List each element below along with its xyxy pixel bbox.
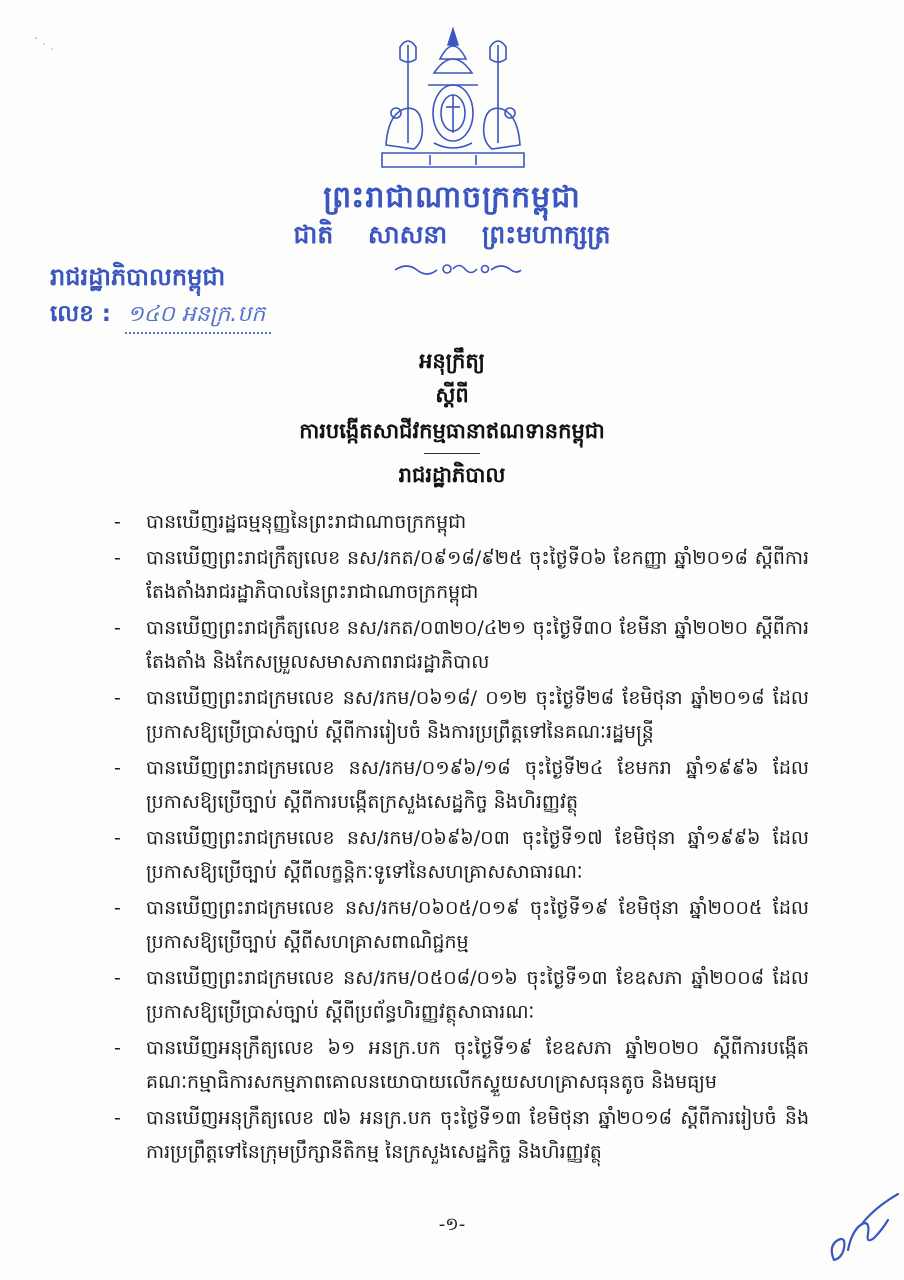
list-item-text: បានឃើញអនុក្រឹត្យលេខ ៦១ អនក្រ.បក ចុះថ្ងៃទី១៩ ខែឧសភា ឆ្នាំ២០២០ ស្តីពីការបង្កើតគណៈកម្មាធិការសកម្មភាពគោលនយោបាយលើកស្ទួយសហគ្រាសធុនតូច និងមធ្យម: [146, 1037, 809, 1093]
about-label: ស្តីពី: [435, 383, 469, 407]
document-number-label: លេខ :: [50, 301, 112, 327]
decree-title: អនុក្រឹត្យ: [419, 349, 485, 373]
list-item: [0, 611, 904, 679]
handwritten-signature: [822, 1190, 902, 1270]
divider-ornament: [393, 258, 523, 280]
list-item-text: បានឃើញព្រះរាជក្រមលេខ នស/រកម/០៦៩៦/០៣ ចុះថ្ងៃទី១៧ ខែមិថុនា ឆ្នាំ១៩៩៦ ដែលប្រកាសឱ្យប្រើច្បាប់ ស្តីពីលក្ខន្តិកៈទូទៅនៃសហគ្រាសសាធារណៈ: [146, 827, 809, 883]
kingdom-title: ព្រះរាជាណាចក្រកម្ពុជា: [323, 180, 581, 215]
list-dash: -: [114, 1037, 121, 1059]
issuer-heading: រាជរដ្ឋាភិបាល: [398, 463, 506, 487]
list-item-text: បានឃើញព្រះរាជក្រមលេខ នស/រកម/០៥០៨/០១៦ ចុះថ្ងៃទី១៣ ខែឧសភា ឆ្នាំ២០០៨ ដែលប្រកាសឱ្យប្រើប្រាស់ច្បាប់ ស្តីពីប្រព័ន្ធហិរញ្ញវត្ថុសាធារណៈ: [146, 967, 809, 1023]
document-number: [50, 300, 271, 334]
scan-specks: [30, 30, 60, 60]
list-dash: -: [114, 1107, 121, 1129]
list-dash: -: [114, 547, 121, 569]
list-dash: -: [114, 757, 121, 779]
list-item: [0, 961, 904, 1029]
list-item: [0, 1031, 904, 1099]
list-item-text: បានឃើញព្រះរាជក្រឹត្យលេខ នស/រកត/០៣២០/៤២១ ចុះថ្ងៃទី៣០ ខែមីនា ឆ្នាំ២០២០ ស្តីពីការតែងតាំង និងកែសម្រួលសមាសភាពរាជរដ្ឋាភិបាល: [146, 617, 809, 673]
list-item-text: បានឃើញព្រះរាជក្រមលេខ នស/រកម/០៦០៥/០១៩ ចុះថ្ងៃទី១៩ ខែមិថុនា ឆ្នាំ២០០៥ ដែលប្រកាសឱ្យប្រើច្បាប់ ស្តីពីសហគ្រាសពាណិជ្ជកម្ម: [146, 897, 809, 953]
list-dash: -: [114, 967, 121, 989]
title-rule-divider: [424, 453, 480, 454]
list-item: [0, 541, 904, 609]
list-item-text: បានឃើញព្រះរាជក្រមលេខ នស/រកម/០៦១៨/ ០១២ ចុះថ្ងៃទី២៨ ខែមិថុនា ឆ្នាំ២០១៨ ដែលប្រកាសឱ្យប្រើប្រាស់ច្បាប់ ស្តីពីការរៀបចំ និងការប្រព្រឹត្តទៅនៃគណៈរដ្ឋមន្ត្រី: [146, 687, 809, 743]
national-motto: ជាតិ សាសនា ព្រះមហាក្សត្រ: [293, 220, 611, 249]
list-item-text: បានឃើញព្រះរាជក្រឹត្យលេខ នស/រកត/០៩១៨/៩២៥ ចុះថ្ងៃទី០៦ ខែកញ្ញា ឆ្នាំ២០១៨ ស្តីពីការតែងតាំងរាជរដ្ឋាភិបាលនៃព្រះរាជាណាចក្រកម្ពុជា: [146, 547, 809, 603]
list-item: [0, 821, 904, 889]
list-dash: -: [114, 897, 121, 919]
list-item: [0, 891, 904, 959]
list-dash: -: [114, 617, 121, 639]
list-dash: -: [114, 511, 121, 533]
list-item-text: បានឃើញព្រះរាជក្រមលេខ នស/រកម/០១៩៦/១៨ ចុះថ្ងៃទី២៤ ខែមករា ឆ្នាំ១៩៩៦ ដែលប្រកាសឱ្យប្រើច្បាប់ ស្តីពីការបង្កើតក្រសួងសេដ្ឋកិច្ច និងហិរញ្ញវត្ថុ: [146, 757, 809, 813]
list-item: [0, 1101, 904, 1169]
list-item-text: បានឃើញអនុក្រឹត្យលេខ ៧៦ អនក្រ.បក ចុះថ្ងៃទី១៣ ខែមិថុនា ឆ្នាំ២០១៨ ស្តីពីការរៀបចំ និងការប្រព្រឹត្តទៅនៃក្រុមប្រឹក្សានីតិកម្ម នៃក្រសួងសេដ្ឋកិច្ច និងហិរញ្ញវត្ថុ: [146, 1107, 809, 1163]
document-number-value: ១៤០ អនក្រ.បក: [125, 300, 271, 334]
list-item: [0, 505, 904, 539]
page-number: -១-: [438, 1214, 466, 1235]
list-item-text: បានឃើញរដ្ឋធម្មនុញ្ញនៃព្រះរាជាណាចក្រកម្ពុជា: [146, 511, 467, 533]
list-item: [0, 681, 904, 749]
legal-basis-list: [0, 505, 904, 1171]
royal-coat-of-arms-emblem: [378, 25, 528, 175]
list-item: [0, 751, 904, 819]
government-name: រាជរដ្ឋាភិបាលកម្ពុជា: [50, 263, 226, 291]
decree-subject: ការបង្កើតសាជីវកម្មធានាឥណទានកម្ពុជា: [299, 419, 605, 443]
list-dash: -: [114, 687, 121, 709]
list-dash: -: [114, 827, 121, 849]
